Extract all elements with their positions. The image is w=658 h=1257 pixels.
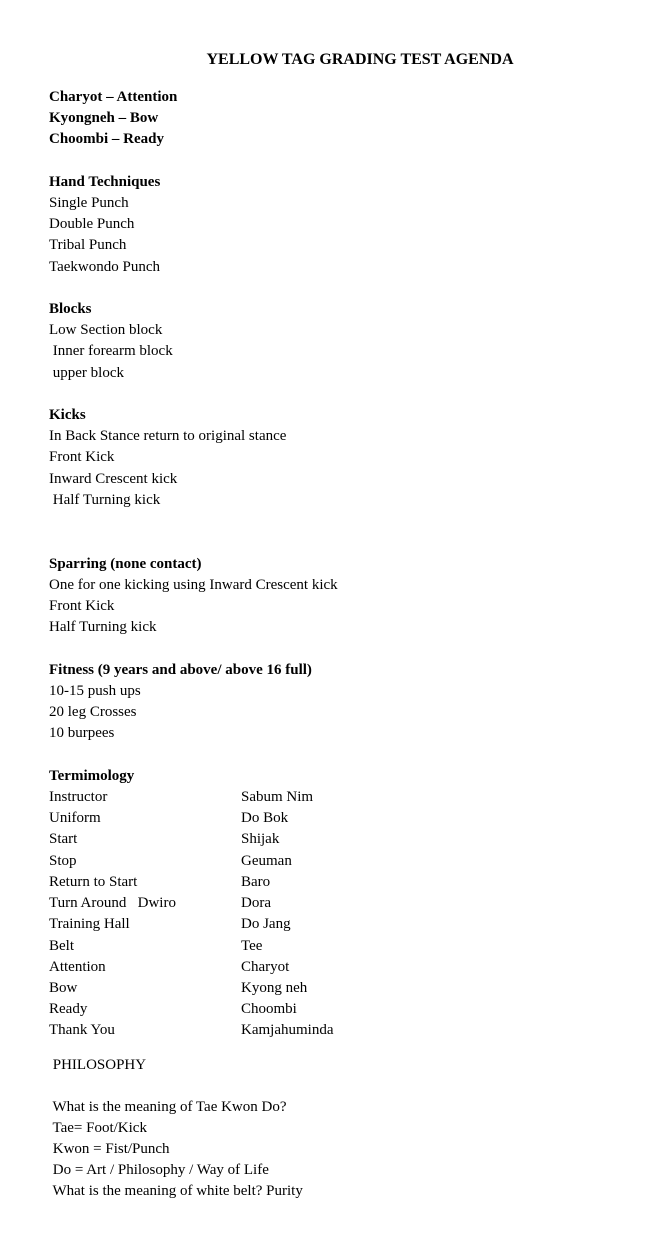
list-item: Kwon = Fist/Punch: [49, 1141, 170, 1157]
list-item: Front Kick: [49, 449, 115, 465]
term-korean: Do Bok: [241, 810, 289, 826]
term-english: Training Hall: [49, 916, 130, 932]
term-english: Turn Around Dwiro: [49, 895, 176, 911]
term-english: Bow: [49, 980, 78, 996]
list-item: Half Turning kick: [49, 619, 157, 635]
term-korean: Baro: [241, 874, 271, 890]
kicks-heading: Kicks: [49, 407, 86, 423]
term-korean: Shijak: [241, 831, 280, 847]
list-item: Tae= Foot/Kick: [49, 1120, 147, 1136]
term-english: Return to Start: [49, 874, 138, 890]
command-bow: Kyongneh – Bow: [49, 110, 159, 126]
term-korean: Choombi: [241, 1001, 297, 1017]
list-item: What is the meaning of white belt? Purity: [49, 1183, 303, 1199]
list-item: What is the meaning of Tae Kwon Do?: [49, 1099, 287, 1115]
list-item: Single Punch: [49, 195, 129, 211]
list-item: Inner forearm block: [49, 343, 173, 359]
philosophy-heading: PHILOSOPHY: [49, 1057, 147, 1073]
term-korean: Tee: [241, 938, 263, 954]
list-item: Inward Crescent kick: [49, 471, 178, 487]
term-korean: Dora: [241, 895, 271, 911]
list-item: Double Punch: [49, 216, 135, 232]
list-item: Taekwondo Punch: [49, 259, 161, 275]
command-attention: Charyot – Attention: [49, 89, 178, 105]
blocks-heading: Blocks: [49, 301, 92, 317]
term-english: Attention: [49, 959, 106, 975]
term-korean: Kamjahuminda: [241, 1022, 334, 1038]
list-item: 10 burpees: [49, 725, 115, 741]
term-korean: Charyot: [241, 959, 290, 975]
term-korean: Kyong neh: [241, 980, 308, 996]
page-title: YELLOW TAG GRADING TEST AGENDA: [206, 51, 514, 68]
list-item: One for one kicking using Inward Crescent kick: [49, 577, 338, 593]
list-item: upper block: [49, 365, 124, 381]
list-item: Front Kick: [49, 598, 115, 614]
list-item: Do = Art / Philosophy / Way of Life: [49, 1162, 269, 1178]
list-item: In Back Stance return to original stance: [49, 428, 287, 444]
term-korean: Geuman: [241, 853, 292, 869]
term-korean: Sabum Nim: [241, 789, 314, 805]
term-english: Stop: [49, 853, 77, 869]
term-english: Belt: [49, 938, 74, 954]
term-english: Ready: [49, 1001, 88, 1017]
list-item: Tribal Punch: [49, 237, 127, 253]
fitness-heading: Fitness (9 years and above/ above 16 full): [49, 662, 312, 678]
term-korean: Do Jang: [241, 916, 291, 932]
list-item: 20 leg Crosses: [49, 704, 137, 720]
term-english: Instructor: [49, 789, 108, 805]
terminology-heading: Termimology: [49, 768, 135, 784]
term-english: Thank You: [49, 1022, 115, 1038]
sparring-heading: Sparring (none contact): [49, 556, 202, 572]
command-ready: Choombi – Ready: [49, 131, 165, 147]
hand-techniques-heading: Hand Techniques: [49, 174, 161, 190]
list-item: Half Turning kick: [49, 492, 161, 508]
list-item: 10-15 push ups: [49, 683, 141, 699]
term-english: Start: [49, 831, 78, 847]
list-item: Low Section block: [49, 322, 163, 338]
term-english: Uniform: [49, 810, 101, 826]
